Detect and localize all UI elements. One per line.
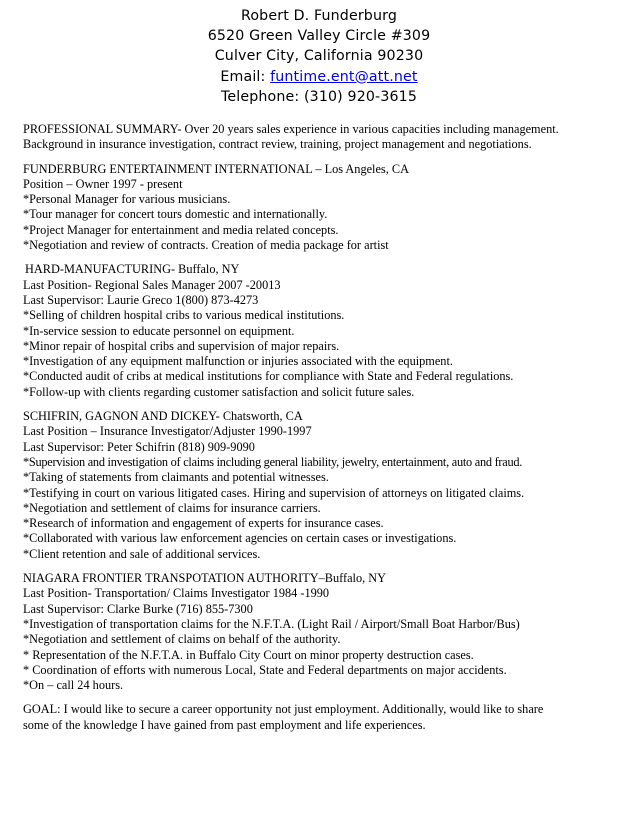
contact-address-line1: 6520 Green Valley Circle #309 [207,28,431,45]
job-line: Last Position- Transportation/ Claims Investigator 1984 -1990 [23,586,330,601]
job-line: Position – Owner 1997 - present [23,176,183,191]
job-line: *Conducted audit of cribs at medical institutions for compliance with State and Federal regulations. [23,369,514,384]
job-title-line: FUNDERBURG ENTERTAINMENT INTERNATIONAL – Los Angeles, CA [23,161,409,176]
summary-line: Background in insurance investigation, contract review, training, project management and negotiations. [23,137,532,152]
job-line: Last Supervisor: Peter Schifrin (818) 909-9090 [23,439,255,454]
goal-section [23,702,623,733]
contact-email-line [0,67,638,87]
job-line: *In-service session to educate personnel on equipment. [23,323,295,338]
job-line: Last Position – Insurance Investigator/Adjuster 1990-1997 [23,424,312,439]
job-line: *Negotiation and settlement of claims for insurance carriers. [23,500,321,515]
job-line: *Follow-up with clients regarding customer satisfaction and solicit future sales. [23,384,415,399]
email-label: Email: [220,68,271,85]
job-line: *Client retention and sale of additional services. [23,546,261,561]
job-line: Last Position- Regional Sales Manager 2007 -20013 [23,277,281,292]
job-line: *Minor repair of hospital cribs and supervision of major repairs. [23,338,340,353]
job-section-nfta [23,571,623,693]
contact-name: Robert D. Funderburg [240,8,397,24]
job-line: * Coordination of efforts with numerous Local, State and Federal departments on major accidents. [23,662,507,677]
job-line: * Representation of the N.F.T.A. in Buffalo City Court on minor property destruction cases. [23,647,474,662]
job-line: *Negotiation and review of contracts. Creation of media package for artist [23,238,389,253]
email-link[interactable]: funtime.ent@att.net [270,68,418,85]
job-title-line: HARD-MANUFACTURING- Buffalo, NY [25,262,240,277]
professional-summary [23,122,623,153]
resume-body [23,122,623,733]
job-section-funderburg [23,162,623,254]
summary-line: PROFESSIONAL SUMMARY- Over 20 years sales experience in various capacities including management. [23,122,559,136]
job-line: *Project Manager for entertainment and media related concepts. [23,222,339,237]
job-line: *Collaborated with various law enforcement agencies on certain cases or investigations. [23,531,457,546]
job-line: Last Supervisor: Laurie Greco 1(800) 873-4273 [23,292,259,307]
job-line: *Taking of statements from claimants and potential witnesses. [23,470,329,485]
job-line: *Selling of children hospital cribs to various medical institutions. [23,308,345,323]
job-line: *On – call 24 hours. [23,678,124,693]
contact-address-line2: Culver City, California 90230 [214,48,424,65]
job-title-line: SCHIFRIN, GAGNON AND DICKEY- Chatsworth, CA [23,409,303,424]
goal-line: GOAL: I would like to secure a career opportunity not just employment. Additionally, would like to share [23,702,544,717]
job-section-schifrin [23,409,623,562]
contact-telephone: Telephone: (310) 920-3615 [220,88,418,105]
contact-header [0,6,638,107]
job-line: *Research of information and engagement of experts for insurance cases. [23,516,384,531]
job-line: *Negotiation and settlement of claims on behalf of the authority. [23,632,341,647]
job-line: *Testifying in court on various litigated cases. Hiring and supervision of attorneys on litigated claims. [23,485,525,500]
job-line: *Personal Manager for various musicians. [23,192,231,207]
goal-line: some of the knowledge I have gained from past employment and life experiences. [23,717,426,732]
job-title-line: NIAGARA FRONTIER TRANSPOTATION AUTHORITY–Buffalo, NY [23,571,387,586]
job-section-hard-manufacturing [23,262,623,400]
job-line: *Investigation of transportation claims for the N.F.T.A. (Light Rail / Airport/Small Boat Harbor/Bus) [23,616,520,631]
job-line: *Tour manager for concert tours domestic and internationally. [23,207,328,222]
job-line: *Supervision and investigation of claims including general liability, jewelry, entertainment, auto and fraud. [23,454,523,469]
job-line: Last Supervisor: Clarke Burke (716) 855-7300 [23,601,253,616]
job-line: *Investigation of any equipment malfunction or injuries associated with the equipment. [23,354,453,369]
